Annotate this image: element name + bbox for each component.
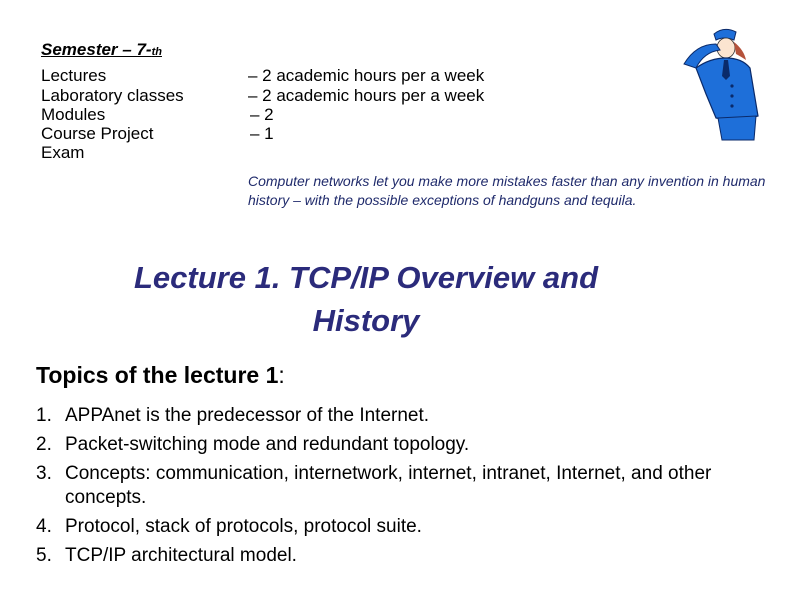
list-item [36, 404, 756, 428]
list-item-text: TCP/IP architectural model. [65, 545, 297, 566]
schedule-value: – 2 [250, 105, 274, 124]
list-item-number: 3. [36, 463, 52, 484]
list-item [36, 433, 756, 457]
list-item-text: Packet-switching mode and redundant topology. [65, 434, 470, 455]
schedule-value: – 2 academic hours per a week [248, 66, 485, 85]
list-item [36, 462, 756, 510]
saluting-officer-clipart-icon [676, 24, 776, 144]
list-item-number: 2. [36, 434, 52, 455]
schedule-label: Course Project [41, 124, 154, 143]
topics-heading-colon: : [278, 362, 285, 388]
lecture-title [60, 256, 672, 342]
schedule-label: Lectures [41, 66, 107, 85]
list-item [36, 544, 756, 568]
list-item-number: 4. [36, 516, 52, 537]
schedule-label: Exam [41, 143, 85, 162]
list-item [36, 515, 756, 539]
list-item-text: Concepts: communication, internetwork, internet, intranet, Internet, and other concepts. [65, 463, 712, 508]
list-item-text: APPAnet is the predecessor of the Internet. [65, 405, 430, 426]
schedule-value: – 1 [250, 124, 274, 143]
list-item-number: 1. [36, 405, 52, 426]
topics-heading [36, 362, 285, 389]
quote-text: Computer networks let you make more mistakes faster than any invention in human history – with the possible exceptions of handguns and tequila. [248, 173, 766, 208]
lecture-title-line1: Lecture 1. TCP/IP Overview and [133, 260, 599, 295]
schedule-label: Laboratory classes [41, 86, 184, 105]
topics-list [36, 404, 756, 573]
topics-heading-text: Topics of the lecture 1 [36, 362, 279, 388]
list-item-number: 5. [36, 545, 52, 566]
schedule-value: – 2 academic hours per a week [248, 86, 485, 105]
schedule-label: Modules [41, 105, 106, 124]
semester-label: Semester – 7- [41, 40, 152, 59]
lecture-title-line2: History [312, 303, 420, 338]
semester-suffix: th [151, 46, 162, 58]
semester-heading [41, 40, 162, 60]
list-item-text: Protocol, stack of protocols, protocol suite. [65, 516, 422, 537]
